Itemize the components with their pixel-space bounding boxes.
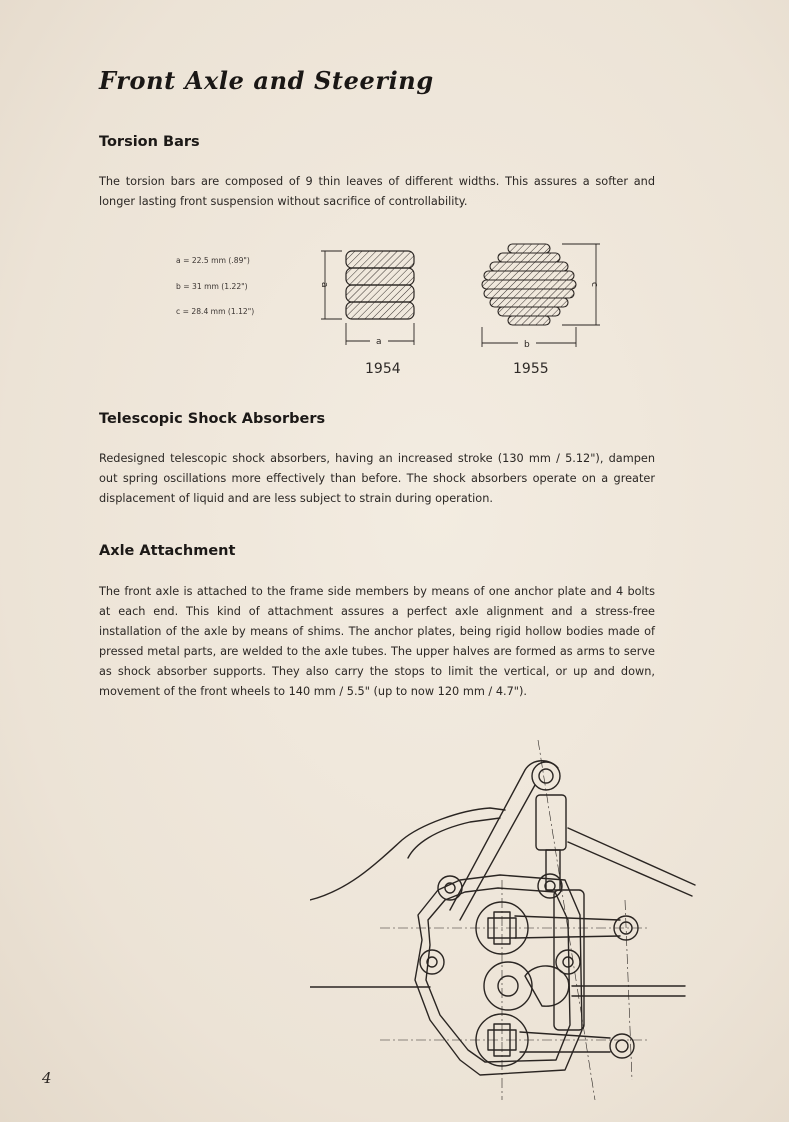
torsion-bar-1954 bbox=[346, 251, 414, 319]
year-label-1954: 1954 bbox=[365, 361, 401, 377]
page-number: 4 bbox=[42, 1069, 52, 1087]
section-heading-torsion-bars: Torsion Bars bbox=[99, 134, 200, 150]
shock-absorbers-paragraph: Redesigned telescopic shock absorbers, having an increased stroke (130 mm / 5.12"), dampen out spring oscillations more effectively than before. The shock absorbers operate on a greater displacement of liquid and are less subject to strain during operation. bbox=[99, 452, 655, 505]
axle-attachment-paragraph: The front axle is attached to the frame side members by means of one anchor plate and 4 bolts at each end. This kind of attachment assures a perfect axle alignment and a stress-free installation of the axle by means of shims. The anchor plates, being rigid hollow bodies made of pressed metal parts, are welded to the axle tubes. The upper halves are formed as arms to serve as shock absorber supports. They also carry the stops to limit the vertical, or up and down, movement of the front wheels to 140 mm / 5.5" (up to now 120 mm / 4.7"). bbox=[99, 585, 655, 698]
page-title: Front Axle and Steering bbox=[99, 66, 434, 95]
axle-attachment-drawing bbox=[310, 740, 710, 1110]
dim-label-c: c bbox=[589, 282, 599, 287]
spec-c: c = 28.4 mm (1.12") bbox=[176, 307, 255, 316]
year-label-1955: 1955 bbox=[513, 361, 549, 377]
spec-a: a = 22.5 mm (.89") bbox=[176, 256, 250, 265]
dim-label-a-vertical: a bbox=[319, 282, 329, 288]
torsion-bars-paragraph: The torsion bars are composed of 9 thin leaves of different widths. This assures a softer and longer lasting front suspension without sacrifice of controllability. bbox=[99, 175, 655, 208]
torsion-bar-1955 bbox=[482, 244, 576, 325]
spec-b: b = 31 mm (1.22") bbox=[176, 282, 248, 291]
dim-label-a-horizontal: a bbox=[376, 337, 382, 347]
torsion-bar-cross-section-diagram bbox=[300, 235, 620, 355]
section-heading-shock-absorbers: Telescopic Shock Absorbers bbox=[99, 411, 326, 427]
dim-label-b: b bbox=[524, 340, 530, 350]
section-heading-axle-attachment: Axle Attachment bbox=[99, 543, 236, 559]
